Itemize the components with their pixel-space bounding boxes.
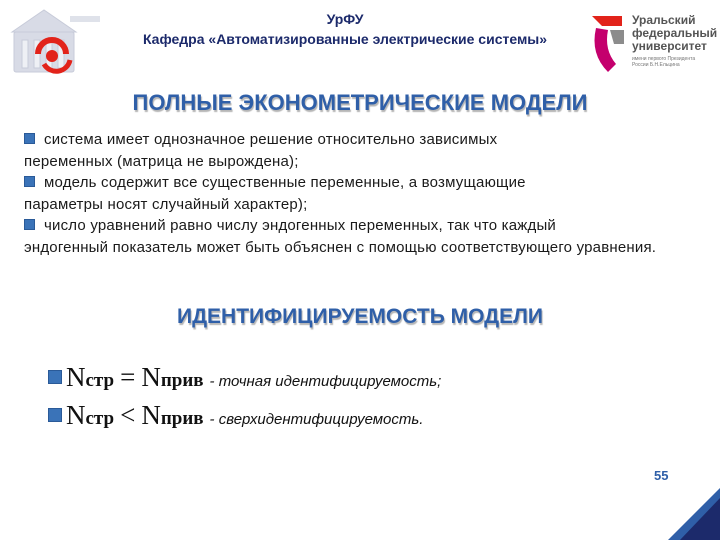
list-item [24,129,714,172]
bullet-square-icon [24,219,35,230]
slide-header [0,0,720,88]
formula-description: - сверхидентифицируемость. [209,411,424,428]
header-org: УрФУ [326,11,364,27]
formula-rhs: N [141,400,161,430]
list-item [24,215,714,258]
header-department: Кафедра «Автоматизированные электрические системы» [142,31,548,47]
bullet-text: эндогенный показатель может быть объяснен с помощью соответствующего уравнения. [24,238,657,256]
formula-lhs-subscript: стр [85,408,115,429]
bullet-text: параметры носят случайный характер); [24,195,308,213]
identification-condition [48,362,441,394]
bullet-list [24,129,714,258]
bullet-square-icon [24,133,35,144]
bullet-text: модель содержит все существенные переменные, а возмущающие [44,174,526,191]
bullet-square-icon [48,408,62,422]
urfu-logo [590,13,718,76]
formula-relation: < [120,400,136,430]
formula-rhs: N [141,362,161,392]
formula-lhs: N [66,400,86,430]
bullet-square-icon [48,370,62,384]
bullet-text: переменных (матрица не вырождена); [24,152,299,170]
brand-line: университет [632,39,707,53]
formula-description: - точная идентифицируемость; [209,373,442,390]
identification-condition [48,400,423,432]
formula-rhs-subscript: прив [160,370,204,391]
section-subtitle: ИДЕНТИФИЦИРУЕМОСТЬ МОДЕЛИ [177,305,543,328]
header-text [110,10,580,50]
slide-title: ПОЛНЫЕ ЭКОНОМЕТРИЧЕСКИЕ МОДЕЛИ [132,90,588,115]
formula-relation: = [120,362,136,392]
urfu-logo-mark-icon [590,14,630,76]
list-item [24,172,714,215]
formula-rhs-subscript: прив [160,408,204,429]
page-number: 55 [654,468,669,483]
bullet-square-icon [24,176,35,187]
bullet-text: число уравнений равно числу эндогенных переменных, так что каждый [44,217,557,234]
brand-line: Уральский [632,13,696,27]
formula-lhs: N [66,362,86,392]
formula-lhs-subscript: стр [85,370,115,391]
university-emblem-icon [8,2,108,84]
corner-decoration-icon [660,488,720,540]
bullet-text: система имеет однозначное решение относительно зависимых [44,131,498,148]
brand-line: федеральный [632,26,718,40]
urfu-logo-subtitle: имени первого Президента России Б.Н.Ельцина [632,56,696,68]
urfu-logo-text [632,14,717,53]
